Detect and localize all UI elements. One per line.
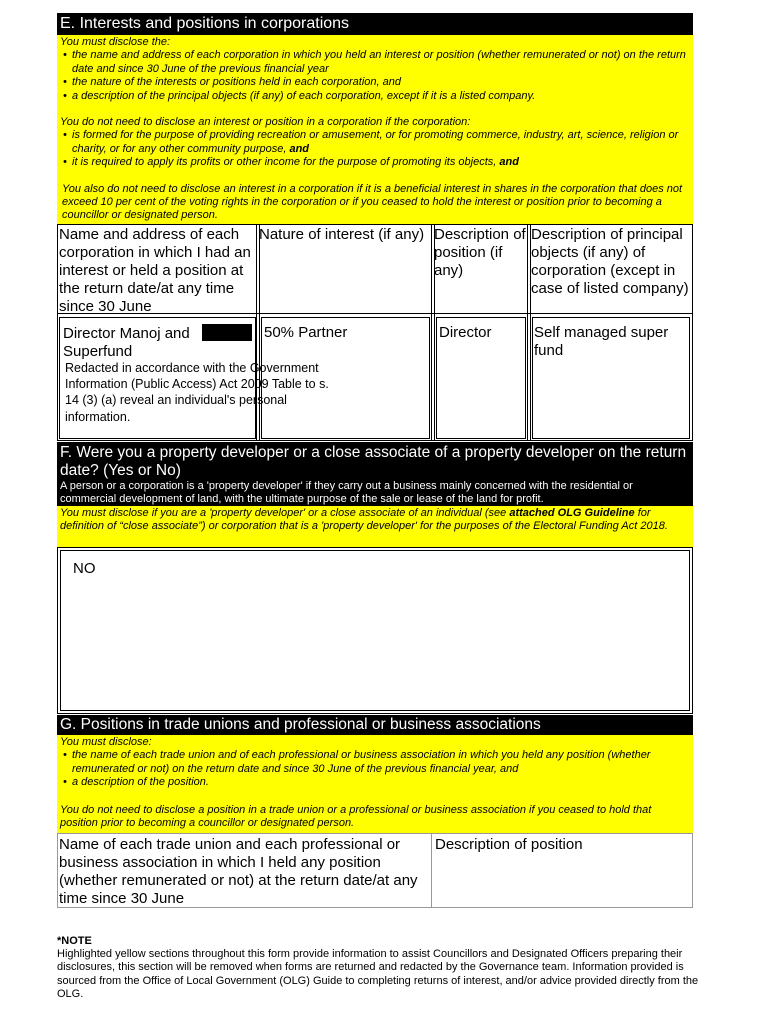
no-need-item: • it is required to apply its profits or other income for the purpose of promoting its objects, and [60, 156, 690, 169]
must-item: • the nature of the interests or positions held in each corporation, and [60, 76, 690, 89]
section-e-guidance [57, 35, 693, 224]
must-disclose-heading: You must disclose: [60, 736, 152, 748]
table-header-association: Name of each trade union and each professional or business association in which I held any position (whether remunerated or not) at the return date/at any time since 30 June [59, 836, 418, 907]
olg-guideline-reference: attached OLG Guideline [509, 507, 635, 519]
table-header-position: Description of position [435, 836, 583, 853]
section-f-guidance: You must disclose if you are a 'property developer' or a close associate of an individual (see attached OLG Guideline for definition of “close associate”) or corporation that is a 'property developer' for the purposes of the Electoral Funding Act 2018. [57, 506, 693, 548]
table-header-nature: Nature of interest (if any) [259, 226, 425, 243]
must-item: • a description of the position. [60, 776, 690, 789]
table-header-objects: Description of principal objects (if any) of corporation (except in case of listed company) [531, 226, 689, 297]
property-developer-answer: NO [73, 560, 96, 577]
no-need-text: You do not need to disclose a position in a trade union or a professional or business association if you ceased to hold that position prior to becoming a councillor or designated person. [60, 803, 652, 830]
must-disclose-heading: You must disclose the: [60, 36, 171, 48]
section-f-title: F. Were you a property developer or a close associate of a property developer on the return date? (Yes or No) [60, 444, 687, 479]
nature-of-interest: 50% Partner [264, 324, 348, 341]
note-text: Highlighted yellow sections throughout this form provide information to assist Councillors and Designated Officers preparing their disclosures, this section will be removed when forms are returned and redacted by the Governance team. Information provided is sourced from the Office of Local Government (OLG) Guide to completing returns of interest, and/or advice provided directly from the OLG. [57, 948, 699, 1001]
also-exemption-text: You also do not need to disclose an interest in a corporation if it is a beneficial interest in shares in the corporation that does not exceed 10 per cent of the voting rights in the corporation or if you ceased to hold the interest or position prior to becoming a councillor or designated person. [62, 182, 683, 222]
redaction-note: Redacted in accordance with the Government Information (Public Access) Act 2009 Table to s. 14 (3) (a) reveal an individual's personal information. [65, 361, 329, 424]
property-developer-definition: A person or a corporation is a 'property developer' if they carry out a business mainly concerned with the residential or commercial development of land, with the ultimate purpose of the sale or lease of the land for profit. [60, 480, 633, 505]
must-item: • the name of each trade union and of each professional or business association in which you held any position (whether remunerated or not) on the return date and since 30 June of the previous financial year, and [60, 749, 690, 776]
note-title: *NOTE [57, 935, 92, 947]
no-need-heading: You do not need to disclose an interest or position in a corporation if the corporation: [60, 116, 471, 129]
table-header-corporation: Name and address of each corporation in which I had an interest or held a position at the return date/at any time since 30 June [59, 226, 251, 315]
principal-objects: Self managed super fund [534, 324, 669, 359]
section-g-guidance [57, 735, 693, 833]
redaction-block [202, 324, 252, 341]
must-item: • the name and address of each corporation in which you held an interest or position (whether remunerated or not) on the return date and since 30 June of the previous financial year [60, 49, 690, 76]
corporation-name: Director Manoj and Superfund [63, 324, 253, 361]
position-description: Director [439, 324, 492, 341]
section-f-header [57, 442, 693, 506]
table-header-position: Description of position (if any) [434, 226, 526, 279]
must-item: • a description of the principal objects (if any) of each corporation, except if it is a listed company. [60, 90, 690, 103]
no-need-item: • is formed for the purpose of providing recreation or amusement, or for promoting commerce, industry, art, science, religion or charity, or for any other community purpose, and [60, 129, 690, 156]
section-e-title: E. Interests and positions in corporations [57, 13, 693, 35]
section-g-title: G. Positions in trade unions and professional or business associations [57, 715, 693, 735]
